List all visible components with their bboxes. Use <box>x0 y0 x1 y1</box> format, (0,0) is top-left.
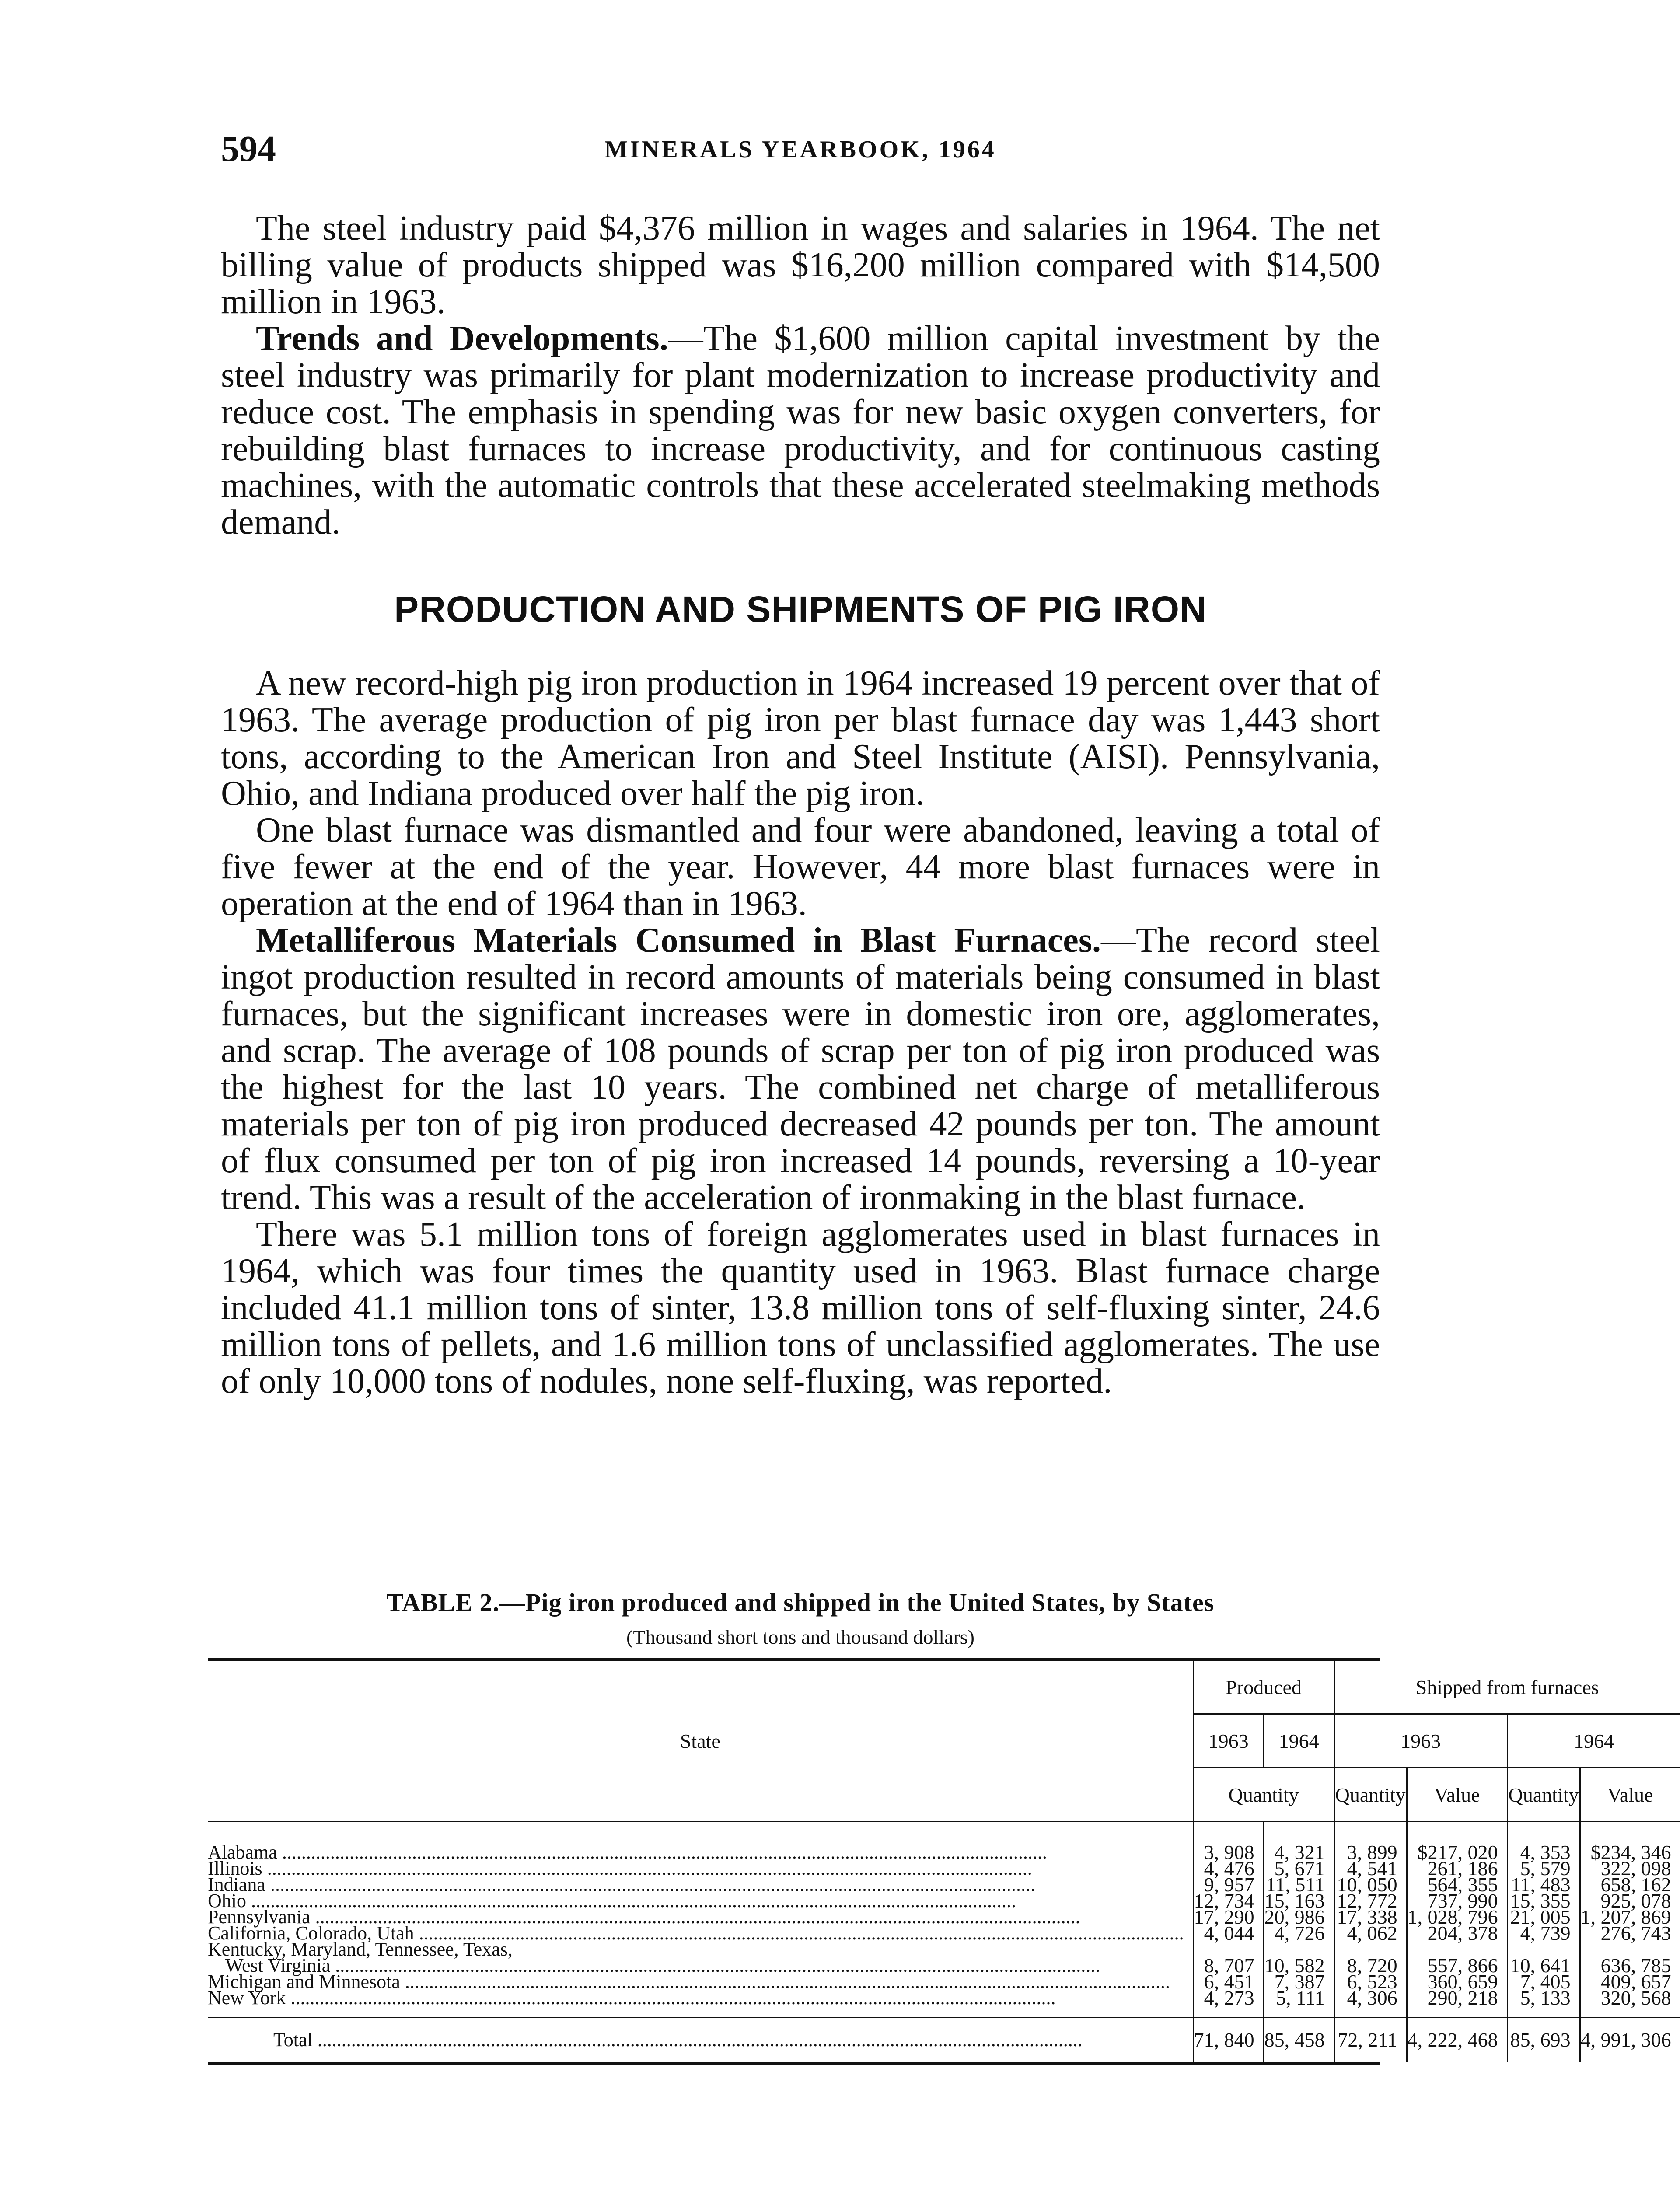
section-heading: PRODUCTION AND SHIPMENTS OF PIG IRON <box>394 589 1207 630</box>
table-top-rule <box>208 1658 1380 1661</box>
table-row: Michigan and Minnesota ..... 6, 451 7, 387 6, 523 360, 659 7, 405 409, 657 <box>208 1974 1680 1990</box>
table-row: Alabama ..... 3, 908 4, 321 3, 899 $217, 020 4, 353 $234, 346 <box>208 1822 1680 1861</box>
header-quantity-1964: Quantity <box>1507 1768 1580 1822</box>
run-in-heading: Trends and Developments. <box>256 319 668 358</box>
table-subtitle: (Thousand short tons and thousand dollars) <box>626 1626 974 1648</box>
header-shipped-1964: 1964 <box>1507 1714 1680 1768</box>
table-row: California, Colorado, Utah ..... 4, 044 4, 726 4, 062 204, 378 4, 739 276, 743 <box>208 1925 1680 1941</box>
paragraph-wages: The steel industry paid $4,376 million in wages and salaries in 1964. The net billing value of products shipped was $16,200 million compared with $14,500 million in 1963. <box>221 209 1380 321</box>
running-title: MINERALS YEARBOOK, 1964 <box>604 136 996 163</box>
header-produced-1964: 1964 <box>1264 1714 1334 1768</box>
table-row: Pennsylvania ..... 17, 290 20, 986 17, 338 1, 028, 796 21, 005 1, 207, 869 <box>208 1909 1680 1925</box>
table-total-row: Total ..... 71, 840 85, 458 72, 211 4, 222, 468 85, 693 4, 991, 306 <box>208 2018 1680 2062</box>
table-row: Indiana ..... 9, 957 11, 511 10, 050 564, 355 11, 483 658, 162 <box>208 1876 1680 1893</box>
header-shipped: Shipped from furnaces <box>1334 1661 1680 1714</box>
paragraph-metalliferous: Metalliferous Materials Consumed in Blast Furnaces.—The record steel ingot production resulted in record amounts of materials being consumed in blast furnaces, but the significant increases were in domestic iron ore, agglomerates, and scrap. The average of 108 pounds of scrap per ton of pig iron produced was the highest for the last 10 years. The combined net charge of metalliferous materials per ton of pig iron produced decreased 42 pounds per ton. The amount of flux consumed per ton of pig iron increased 14 pounds, reversing a 10-year trend. This was a result of the acceleration of ironmaking in the blast furnace. <box>221 921 1380 1217</box>
table-row: Illinois ..... 4, 476 5, 671 4, 541 261, 186 5, 579 322, 098 <box>208 1860 1680 1876</box>
paragraph-trends: Trends and Developments.—The $1,600 million capital investment by the steel industry was primarily for plant modernization to increase productivity and reduce cost. The emphasis in spending was for new basic oxygen converters, for rebuilding blast furnaces to increase productivity, and for continuous casting machines, with the automatic controls that these accelerated steelmaking methods demand. <box>221 319 1380 542</box>
run-in-heading: Metalliferous Materials Consumed in Blast Furnaces. <box>256 921 1101 960</box>
table-row: West Virginia ..... 8, 707 10, 582 8, 720 557, 866 10, 641 636, 785 <box>208 1957 1680 1974</box>
pig-iron-table <box>208 1658 1671 2065</box>
paragraph-record-production: A new record-high pig iron production in 1964 increased 19 percent over that of 1963. The average production of pig iron per blast furnace day was 1,443 short tons, according to the American Iron and Steel Institute (AISI). Pennsylvania, Ohio, and Indiana produced over half the pig iron. <box>221 664 1380 813</box>
data-table <box>208 1661 1680 2062</box>
table-title: TABLE 2.—Pig iron produced and shipped in the United States, by States <box>386 1588 1215 1617</box>
table-row: Ohio ..... 12, 734 15, 163 12, 772 737, 990 15, 355 925, 078 <box>208 1893 1680 1909</box>
table-row: Kentucky, Maryland, Tennessee, Texas, <box>208 1941 1680 1957</box>
header-state: State <box>208 1661 1193 1822</box>
intro-paragraphs <box>221 210 1380 541</box>
table-bottom-rule <box>208 2062 1380 2065</box>
table-row: New York ..... 4, 273 5, 111 4, 306 290, 218 5, 133 320, 568 <box>208 1990 1680 2018</box>
header-produced: Produced <box>1193 1661 1334 1714</box>
header-value-1964: Value <box>1580 1768 1680 1822</box>
header-quantity-1963: Quantity <box>1334 1768 1407 1822</box>
header-produced-1963: 1963 <box>1193 1714 1264 1768</box>
paragraph-blast-furnaces: One blast furnace was dismantled and four were abandoned, leaving a total of five fewer at the end of the year. However, 44 more blast furnaces were in operation at the end of 1964 than in 1963. <box>221 811 1380 923</box>
header-produced-quantity: Quantity <box>1193 1768 1334 1822</box>
paragraph-agglomerates: There was 5.1 million tons of foreign agglomerates used in blast furnaces in 1964, which was four times the quantity used in 1963. Blast furnace charge included 41.1 million tons of sinter, 13.8 million tons of self-fluxing sinter, 24.6 million tons of pellets, and 1.6 million tons of unclassified agglomerates. The use of only 10,000 tons of nodules, none self-fluxing, was reported. <box>221 1215 1380 1401</box>
page-number: 594 <box>221 129 276 169</box>
pig-iron-paragraphs <box>221 665 1380 1400</box>
header-shipped-1963: 1963 <box>1334 1714 1507 1768</box>
header-value-1963: Value <box>1407 1768 1507 1822</box>
page-header <box>221 128 1380 176</box>
